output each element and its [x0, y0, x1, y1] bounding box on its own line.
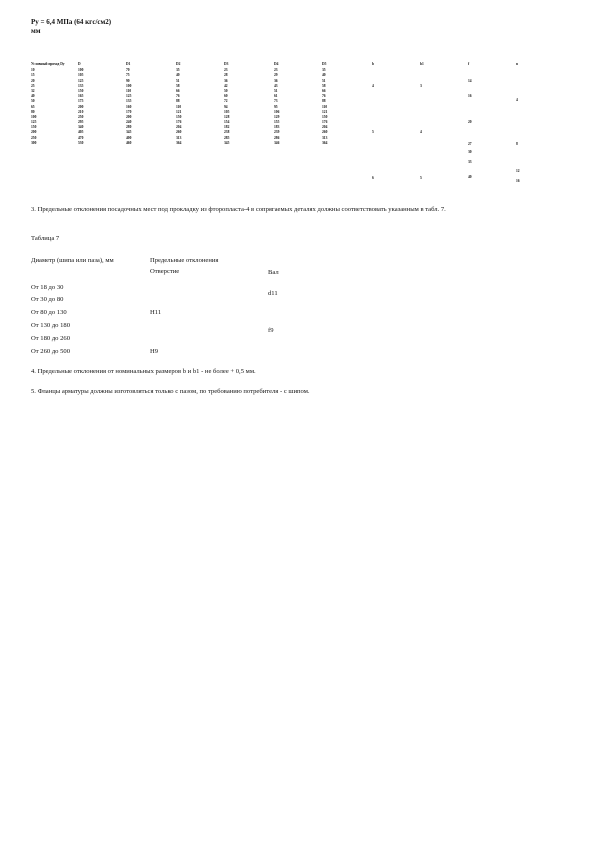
table-cell: 28: [224, 73, 228, 78]
table-cell: 176: [176, 120, 182, 125]
header-cell: D3: [224, 62, 229, 66]
table-cell: 76: [176, 94, 180, 99]
header-cell: b: [372, 62, 374, 66]
table-cell: 121: [322, 109, 328, 114]
table-cell: 110: [126, 88, 132, 93]
table-cell: 238: [224, 130, 230, 135]
table-cell: 106: [274, 109, 280, 114]
table-cell: 313: [176, 135, 182, 140]
table-cell: 345: [224, 140, 230, 145]
table-cell: 94: [224, 104, 228, 109]
table-cell: 40: [176, 73, 180, 78]
table-cell: 364: [176, 140, 182, 145]
table-cell: 295: [78, 120, 84, 125]
f-value: 30: [468, 150, 472, 154]
header-cell: f: [468, 62, 470, 66]
table-cell: 50: [31, 99, 35, 104]
f-value: 14: [468, 79, 472, 83]
table-cell: 42: [224, 83, 228, 88]
table-cell: 65: [31, 104, 35, 109]
table-cell: 470: [78, 135, 84, 140]
n-value: 4: [516, 98, 518, 102]
shaft-tolerance: d11: [268, 290, 278, 297]
f-value: 27: [468, 142, 472, 146]
table-cell: 29: [274, 73, 278, 78]
table-cell: 60: [224, 94, 228, 99]
table-cell: 165: [78, 94, 84, 99]
table-cell: 150: [31, 125, 37, 130]
table-cell: 70: [126, 68, 130, 73]
table-cell: 88: [322, 99, 326, 104]
n-value: 16: [516, 179, 520, 183]
f-value: 40: [468, 175, 472, 179]
table-cell: 200: [78, 104, 84, 109]
table-cell: 135: [126, 99, 132, 104]
table-cell: 150: [176, 114, 182, 119]
table-cell: 105: [224, 109, 230, 114]
table-cell: 182: [224, 125, 230, 130]
table-cell: 15: [31, 73, 35, 78]
table-cell: 346: [274, 140, 280, 145]
table-cell: 345: [126, 130, 132, 135]
table-cell: 66: [176, 88, 180, 93]
table-cell: 36: [274, 78, 278, 83]
table-cell: 100: [31, 114, 37, 119]
hole-header: Отверстие: [150, 268, 180, 275]
b1-value: 3: [420, 84, 422, 88]
hole-tolerance: Н11: [150, 309, 162, 316]
table-cell: 300: [31, 140, 37, 145]
pressure-header: [31, 18, 111, 36]
table-row-diameter: От 180 до 260: [31, 335, 71, 342]
table-cell: 129: [274, 114, 280, 119]
header-cell: D2: [176, 62, 181, 66]
table-cell: 175: [78, 99, 84, 104]
shaft-tolerance: f9: [268, 327, 274, 334]
n-value: 12: [516, 169, 520, 173]
table-cell: 239: [274, 130, 280, 135]
table-cell: 80: [31, 109, 35, 114]
table-cell: 460: [126, 140, 132, 145]
table-cell: 285: [224, 135, 230, 140]
table-cell: 72: [224, 99, 228, 104]
table-cell: 95: [274, 104, 278, 109]
table-row: [31, 141, 561, 146]
paragraph-4: 4. Предельные отклонения от номинальных размеров b и b1 - не более + 0,5 мм.: [31, 368, 256, 375]
table-cell: 200: [31, 130, 37, 135]
table-cell: 121: [176, 109, 182, 114]
table-cell: 155: [274, 120, 280, 125]
table-row-diameter: От 260 до 500: [31, 348, 71, 355]
table-cell: 170: [126, 109, 132, 114]
table-row-diameter: От 18 до 30: [31, 284, 64, 291]
table-cell: 313: [322, 135, 328, 140]
table-cell: 176: [322, 120, 328, 125]
table-cell: 61: [274, 94, 278, 99]
table-cell: 51: [176, 78, 180, 83]
header-cell: D4: [274, 62, 279, 66]
header-cell: n: [516, 62, 518, 66]
table-cell: 286: [274, 135, 280, 140]
table-cell: 40: [31, 94, 35, 99]
b-value: 5: [372, 130, 374, 134]
header-cell: Условный проход Dу: [31, 62, 65, 66]
table-cell: 51: [274, 88, 278, 93]
table-cell: 105: [78, 73, 84, 78]
table-cell: 43: [274, 83, 278, 88]
diameter-header: Диаметр (шипа или паза), мм: [31, 257, 114, 264]
table-cell: 150: [78, 88, 84, 93]
paragraph-3: 3. Предельные отклонения посадочных мест под прокладку из фторопласта-4 в сопрягаемых деталях должны соответствовать указанным в табл. 7.: [31, 206, 446, 213]
table-cell: 125: [31, 120, 37, 125]
header-cell: D: [78, 62, 81, 66]
table-cell: 260: [322, 130, 328, 135]
table-cell: 150: [322, 114, 328, 119]
table-cell: 125: [78, 78, 84, 83]
table-cell: 40: [322, 73, 326, 78]
table-cell: 73: [274, 99, 278, 104]
table-cell: 23: [274, 68, 278, 73]
table-cell: 240: [126, 120, 132, 125]
table-cell: 154: [224, 120, 230, 125]
table-cell: 58: [322, 83, 326, 88]
table-7-title: Таблица 7: [31, 235, 60, 242]
table-cell: 200: [126, 114, 132, 119]
table-cell: 90: [126, 78, 130, 83]
table-cell: 88: [176, 99, 180, 104]
table-cell: 204: [176, 125, 182, 130]
table-cell: 530: [78, 140, 84, 145]
table-cell: 100: [78, 68, 84, 73]
table-cell: 50: [224, 88, 228, 93]
b1-value: 5: [420, 176, 422, 180]
table-row-diameter: От 130 до 180: [31, 322, 71, 329]
table-cell: 110: [176, 104, 182, 109]
table-cell: 10: [31, 68, 35, 73]
table-cell: 110: [322, 104, 328, 109]
table-cell: 35: [176, 68, 180, 73]
table-cell: 76: [322, 94, 326, 99]
f-value: 16: [468, 94, 472, 98]
table-cell: 405: [78, 130, 84, 135]
flange-dimensions-table: [31, 62, 561, 183]
table-cell: 260: [176, 130, 182, 135]
table-cell: 51: [322, 78, 326, 83]
table-cell: 36: [224, 78, 228, 83]
paragraph-5: 5. Фланцы арматуры должны изготовляться только с пазом, по требованию потребителя - с шипом.: [31, 388, 310, 395]
table-cell: 32: [31, 88, 35, 93]
table-cell: 20: [31, 78, 35, 83]
table-cell: 135: [78, 83, 84, 88]
n-value: 8: [516, 142, 518, 146]
table-cell: 364: [322, 140, 328, 145]
table-cell: 183: [274, 125, 280, 130]
b1-value: 4: [420, 130, 422, 134]
table-cell: 210: [78, 109, 84, 114]
units-line: мм: [31, 27, 41, 35]
table-cell: 250: [78, 114, 84, 119]
header-cell: D5: [322, 62, 327, 66]
b-value: 4: [372, 84, 374, 88]
table-cell: 400: [126, 135, 132, 140]
table-cell: 128: [224, 114, 230, 119]
pressure-line: Ру = 6,4 МПа (64 кгс/см2): [31, 18, 112, 26]
table-cell: 58: [176, 83, 180, 88]
header-cell: D1: [126, 62, 131, 66]
table-cell: 35: [322, 68, 326, 73]
hole-tolerance: Н9: [150, 348, 159, 355]
table-cell: 340: [78, 125, 84, 130]
table-body: [31, 68, 561, 146]
deviations-header: Предельные отклонения: [150, 257, 219, 264]
b-value: 6: [372, 176, 374, 180]
table-cell: 75: [126, 73, 130, 78]
table-cell: 125: [126, 94, 132, 99]
table-cell: 280: [126, 125, 132, 130]
shaft-header: Вал: [268, 269, 279, 276]
f-value: 20: [468, 120, 472, 124]
table-row-diameter: От 30 до 80: [31, 296, 64, 303]
table-cell: 100: [126, 83, 132, 88]
table-cell: 204: [322, 125, 328, 130]
table-row-diameter: От 80 до 130: [31, 309, 67, 316]
f-value: 33: [468, 160, 472, 164]
table-cell: 23: [224, 68, 228, 73]
table-cell: 66: [322, 88, 326, 93]
header-cell: b1: [420, 62, 424, 66]
table-cell: 250: [31, 135, 37, 140]
table-cell: 25: [31, 83, 35, 88]
table-cell: 160: [126, 104, 132, 109]
